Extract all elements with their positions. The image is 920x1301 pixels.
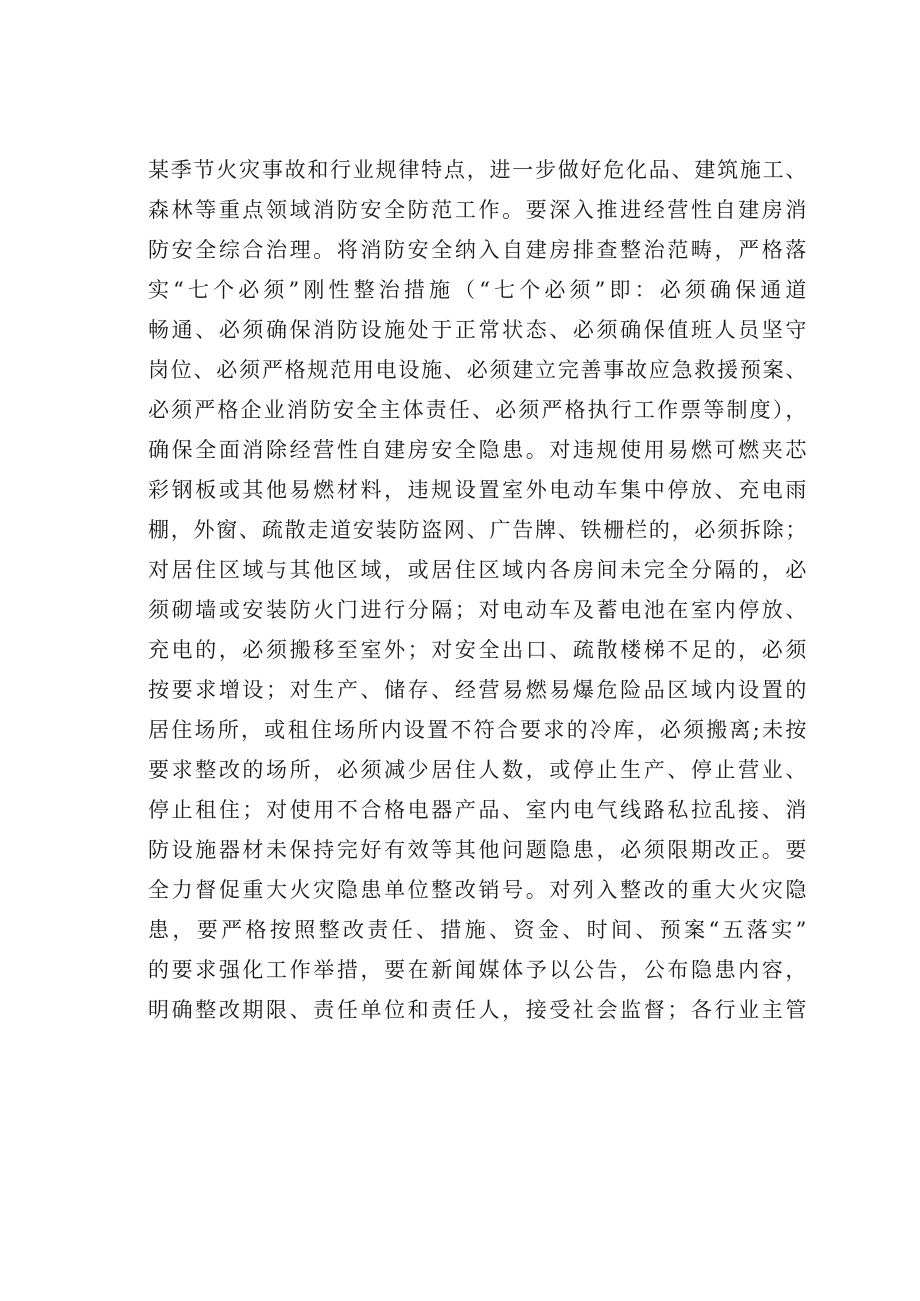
text-line: 防安全综合治理。将消防安全纳入自建房排查整治范畴，严格落	[148, 238, 808, 262]
body-text	[148, 150, 808, 1030]
text-line: 必须严格企业消防安全主体责任、必须严格执行工作票等制度），	[148, 398, 808, 422]
text-line: 患，要严格按照整改责任、措施、资金、时间、预案“五落实”	[148, 918, 808, 942]
text-line: 充电的，必须搬移至室外；对安全出口、疏散楼梯不足的，必须	[148, 638, 808, 662]
text-line: 对居住区域与其他区域，或居住区域内各房间未完全分隔的，必	[148, 558, 808, 582]
text-line: 明确整改期限、责任单位和责任人，接受社会监督；各行业主管	[148, 998, 808, 1022]
text-line: 的要求强化工作举措，要在新闻媒体予以公告，公布隐患内容，	[148, 958, 808, 982]
text-line: 全力督促重大火灾隐患单位整改销号。对列入整改的重大火灾隐	[148, 878, 808, 902]
text-line: 畅通、必须确保消防设施处于正常状态、必须确保值班人员坚守	[148, 318, 808, 342]
text-line: 按要求增设；对生产、储存、经营易燃易爆危险品区域内设置的	[148, 678, 808, 702]
text-line: 居住场所，或租住场所内设置不符合要求的冷库，必须搬离;未按	[148, 718, 808, 742]
text-line: 防设施器材未保持完好有效等其他问题隐患，必须限期改正。要	[148, 838, 808, 862]
text-line: 确保全面消除经营性自建房安全隐患。对违规使用易燃可燃夹芯	[148, 438, 808, 462]
text-line: 某季节火灾事故和行业规律特点，进一步做好危化品、建筑施工、	[148, 158, 808, 182]
text-line: 岗位、必须严格规范用电设施、必须建立完善事故应急救援预案、	[148, 358, 808, 382]
text-line: 棚，外窗、疏散走道安装防盗网、广告牌、铁栅栏的，必须拆除；	[148, 518, 808, 542]
text-line: 停止租住；对使用不合格电器产品、室内电气线路私拉乱接、消	[148, 798, 808, 822]
text-line: 须砌墙或安装防火门进行分隔；对电动车及蓄电池在室内停放、	[148, 598, 808, 622]
text-line: 森林等重点领域消防安全防范工作。要深入推进经营性自建房消	[148, 198, 808, 222]
text-line: 实“七个必须”刚性整治措施（“七个必须”即：必须确保通道	[148, 278, 808, 302]
text-line: 要求整改的场所，必须减少居住人数，或停止生产、停止营业、	[148, 758, 808, 782]
text-line: 彩钢板或其他易燃材料，违规设置室外电动车集中停放、充电雨	[148, 478, 808, 502]
